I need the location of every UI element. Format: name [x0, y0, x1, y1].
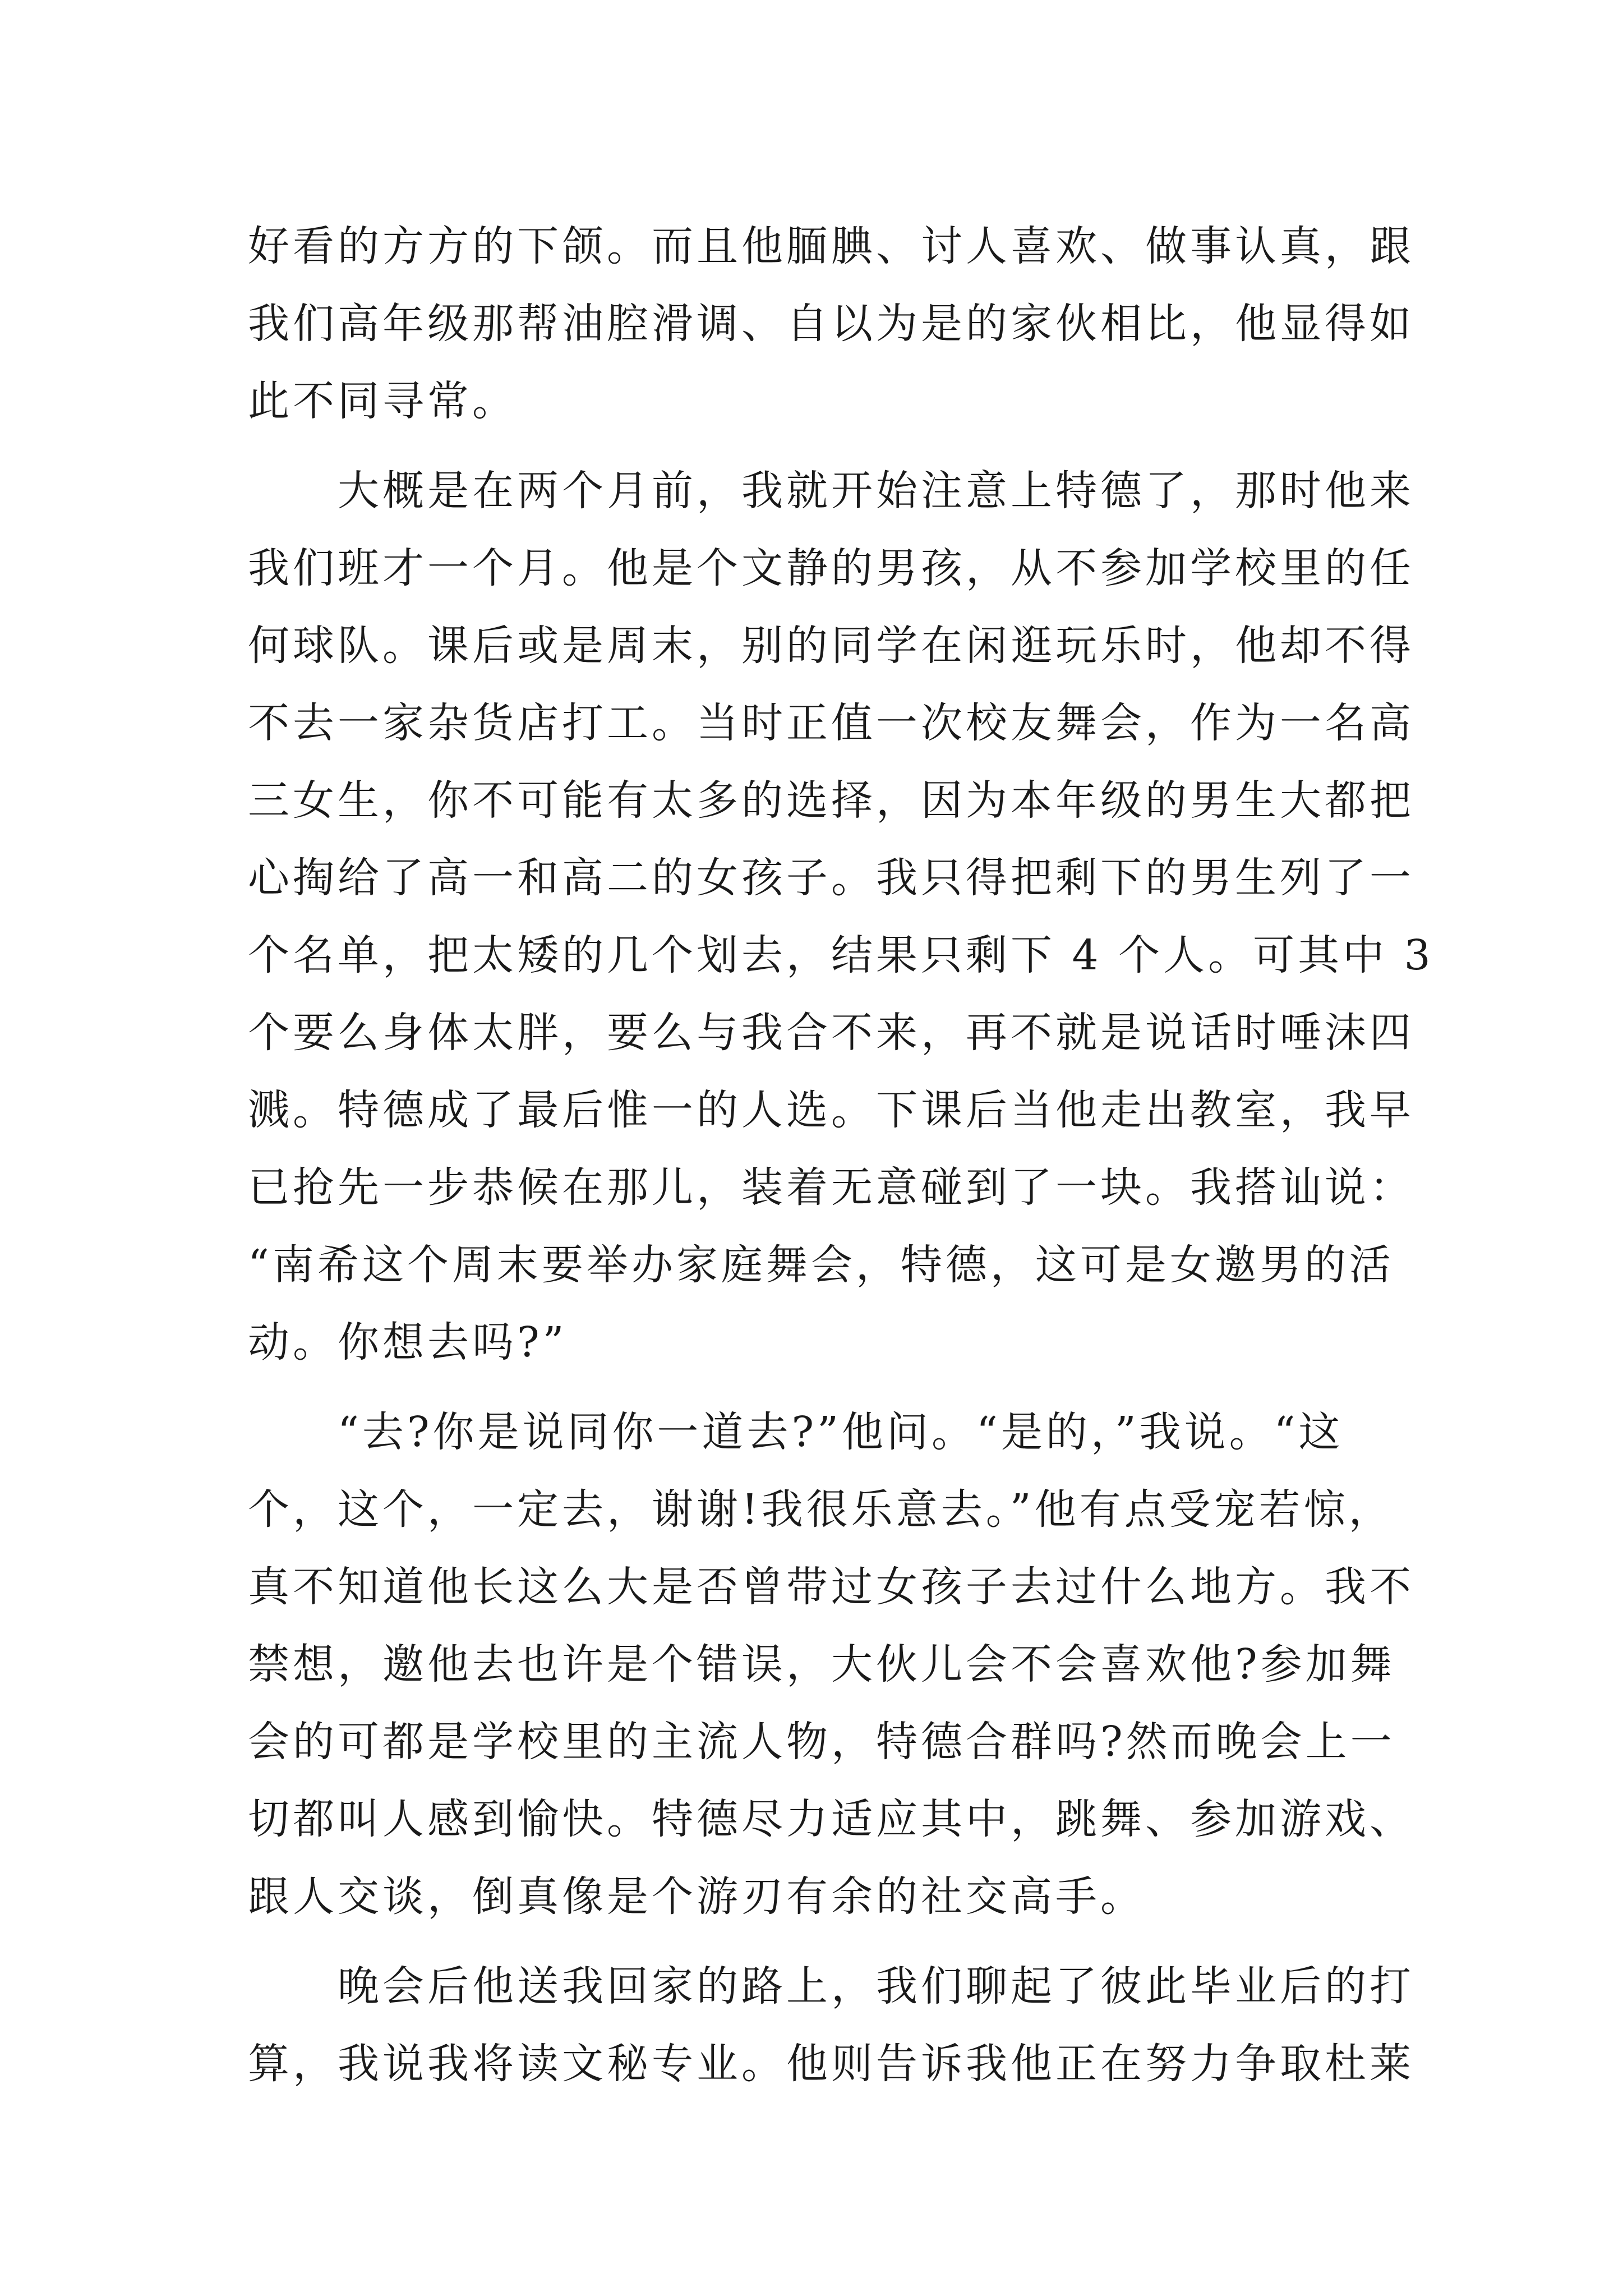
text-line: 会的可都是学校里的主流人物，特德合群吗?然而晚会上一: [248, 1718, 1395, 1766]
text-line: 已抢先一步恭候在那儿，装着无意碰到了一块。我搭讪说：: [248, 1163, 1414, 1212]
text-line: 好看的方方的下颌。而且他腼腆、讨人喜欢、做事认真，跟: [248, 222, 1414, 270]
text-line: 晚会后他送我回家的路上，我们聊起了彼此毕业后的打: [248, 1962, 1414, 2010]
paragraph-2: [248, 452, 1434, 1381]
text-line: 心掏给了高一和高二的女孩子。我只得把剩下的男生列了一: [248, 854, 1414, 902]
text-line: 跟人交谈，倒真像是个游刃有余的社交高手。: [248, 1872, 1145, 1921]
paragraph-gap: [248, 1935, 1386, 1948]
paragraph-3: [248, 1393, 1414, 1935]
text-line: 切都叫人感到愉快。特德尽力适应其中，跳舞、参加游戏、: [248, 1795, 1414, 1843]
text-line: 三女生，你不可能有太多的选择，因为本年级的男生大都把: [248, 776, 1414, 825]
text-line: 何球队。课后或是周末，别的同学在闲逛玩乐时，他却不得: [248, 622, 1414, 670]
text-line: 动。你想去吗?”: [248, 1318, 568, 1366]
text-line: 个要么身体太胖，要么与我合不来，再不就是说话时唾沫四: [248, 1009, 1414, 1057]
paragraph-4: [248, 1948, 1414, 2102]
text-line: 算，我说我将读文秘专业。他则告诉我他正在努力争取杜莱: [248, 2040, 1414, 2088]
text-line: 个名单，把太矮的几个划去，结果只剩下 4 个人。可其中 3: [248, 931, 1434, 979]
body-text: [248, 208, 1434, 2102]
text-line: 大概是在两个月前，我就开始注意上特德了，那时他来: [248, 467, 1414, 515]
text-line: 我们高年级那帮油腔滑调、自以为是的家伙相比，他显得如: [248, 300, 1414, 348]
text-line: “去?你是说同你一道去?”他问。“是的，”我说。“这: [248, 1408, 1344, 1456]
text-line: 此不同寻常。: [248, 377, 517, 425]
paragraph-1: [248, 208, 1414, 440]
text-line: 禁想，邀他去也许是个错误，大伙儿会不会喜欢他?参加舞: [248, 1640, 1395, 1688]
paragraph-gap: [248, 1381, 1386, 1393]
text-line: 不去一家杂货店打工。当时正值一次校友舞会，作为一名高: [248, 699, 1414, 747]
paragraph-gap: [248, 440, 1386, 452]
text-line: “南希这个周末要举办家庭舞会，特德，这可是女邀男的活: [248, 1241, 1394, 1289]
text-line: 我们班才一个月。他是个文静的男孩，从不参加学校里的任: [248, 544, 1414, 592]
text-line: 真不知道他长这么大是否曾带过女孩子去过什么地方。我不: [248, 1563, 1414, 1611]
text-line: 个，这个，一定去，谢谢!我很乐意去。”他有点受宠若惊，: [248, 1485, 1394, 1534]
text-line: 溅。特德成了最后惟一的人选。下课后当他走出教室，我早: [248, 1086, 1414, 1134]
